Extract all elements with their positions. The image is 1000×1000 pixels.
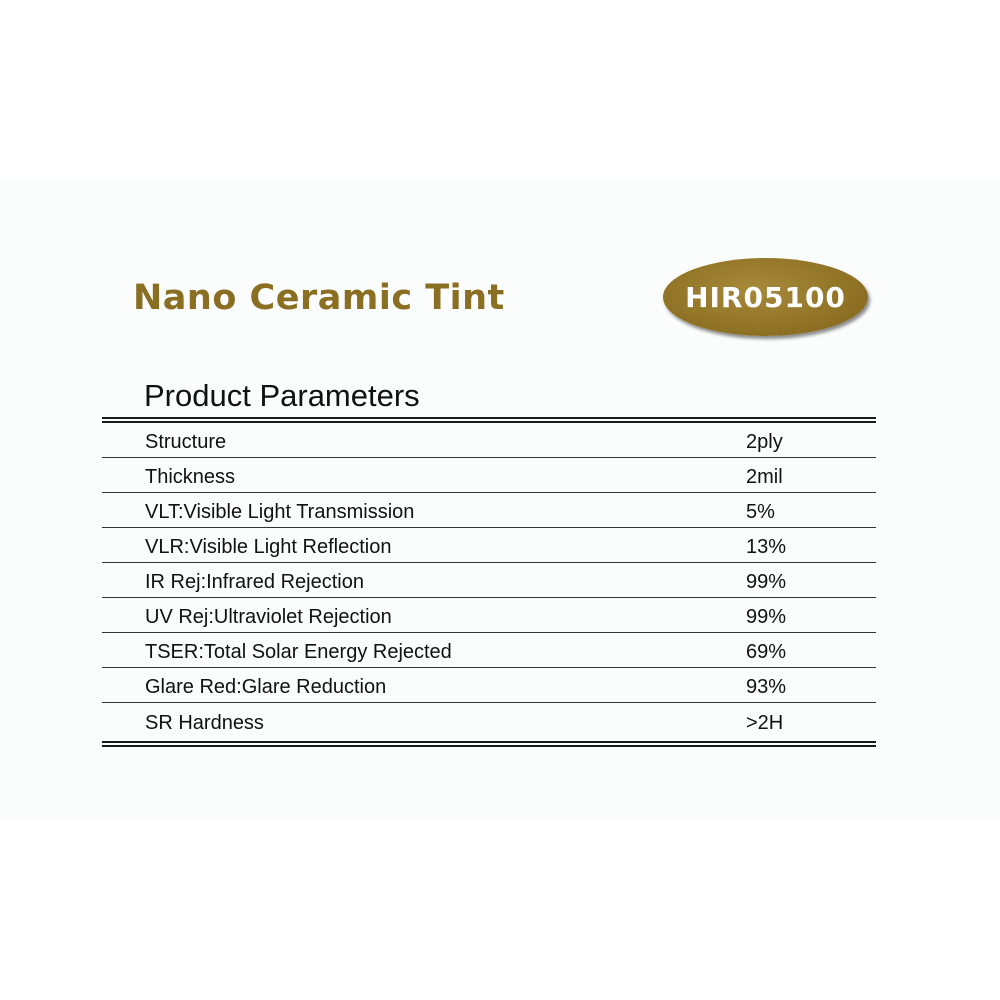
table-row bbox=[102, 458, 876, 493]
parameters-table bbox=[102, 417, 876, 747]
row-label: UV Rej:Ultraviolet Rejection bbox=[145, 606, 392, 628]
table-row bbox=[102, 703, 876, 738]
row-value: 99% bbox=[746, 571, 787, 593]
bottom-rules bbox=[102, 741, 876, 747]
row-label: Structure bbox=[145, 431, 227, 453]
row-value: >2H bbox=[746, 712, 784, 734]
table-row bbox=[102, 598, 876, 633]
row-label: VLR:Visible Light Reflection bbox=[145, 536, 392, 558]
top-rule bbox=[102, 417, 876, 419]
table-row bbox=[102, 668, 876, 703]
row-value: 2ply bbox=[746, 431, 783, 453]
row-value: 69% bbox=[746, 641, 787, 663]
row-label: TSER:Total Solar Energy Rejected bbox=[145, 641, 452, 663]
row-label: VLT:Visible Light Transmission bbox=[145, 501, 415, 523]
bottom-rule-second bbox=[102, 745, 876, 747]
model-number: HIR05100 bbox=[685, 280, 846, 314]
row-value: 93% bbox=[746, 676, 787, 698]
table-row bbox=[102, 528, 876, 563]
bottom-rule bbox=[102, 741, 876, 743]
table-row bbox=[102, 563, 876, 598]
section-title: Product Parameters bbox=[144, 378, 420, 413]
table-row bbox=[102, 423, 876, 458]
row-value: 2mil bbox=[746, 466, 783, 488]
row-value: 5% bbox=[746, 501, 775, 523]
product-title: Nano Ceramic Tint bbox=[133, 278, 505, 318]
row-label: IR Rej:Infrared Rejection bbox=[145, 571, 364, 593]
row-value: 13% bbox=[746, 536, 787, 558]
row-value: 99% bbox=[746, 606, 787, 628]
table-row bbox=[102, 493, 876, 528]
row-label: Glare Red:Glare Reduction bbox=[145, 676, 387, 698]
row-label: SR Hardness bbox=[145, 712, 264, 734]
row-label: Thickness bbox=[145, 466, 236, 488]
table-row bbox=[102, 633, 876, 668]
model-badge bbox=[663, 258, 868, 336]
